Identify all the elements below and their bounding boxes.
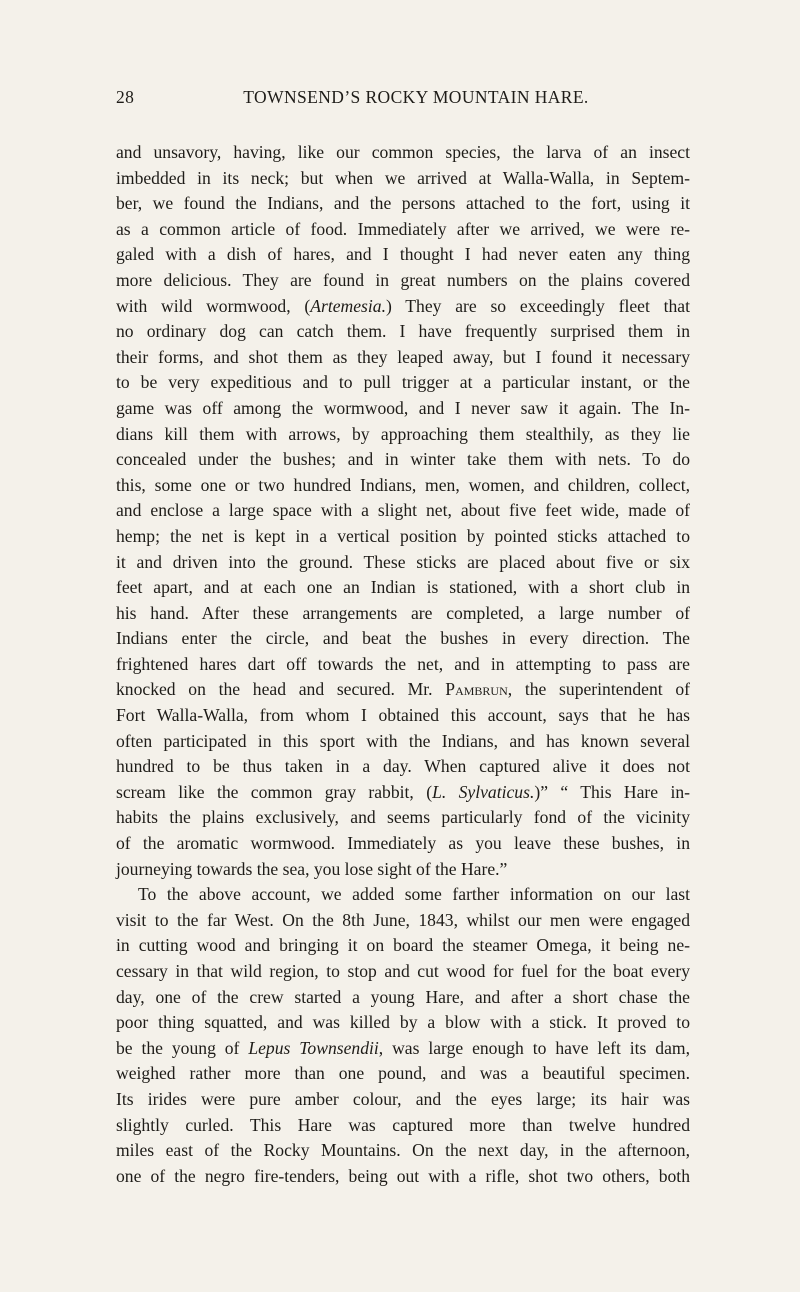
text-line: frightened hares dart off towards the net, and in attempting to pass are xyxy=(116,653,690,674)
text-line: To the above account, we added some farther information on our last xyxy=(138,884,690,905)
text-line: in cutting wood and bringing it on board the steamer Omega, it being ne- xyxy=(116,935,690,956)
text-segment: knocked on the head and secured. Mr. xyxy=(116,679,446,700)
text-line xyxy=(116,677,690,703)
text-segment: , was large enough to have left its dam, xyxy=(378,1037,690,1058)
text-line: dians kill them with arrows, by approaching them stealthily, as they lie xyxy=(116,423,690,444)
text-line: cessary in that wild region, to stop and cut wood for fuel for the boat every xyxy=(116,961,690,981)
small-caps-name: Pambrun xyxy=(445,679,508,700)
text-line: it and driven into the ground. These sticks are placed about five or six xyxy=(116,551,690,572)
text-line: day, one of the crew started a young Hare, and after a short chase the xyxy=(116,986,690,1007)
text-line: hemp; the net is kept in a vertical position by pointed sticks attached to xyxy=(116,525,690,546)
text-line: game was off among the wormwood, and I never saw it again. The In- xyxy=(116,397,690,418)
text-segment: , the superintendent of xyxy=(507,679,690,700)
text-line: often participated in this sport with the Indians, and has known several xyxy=(116,730,690,751)
text-line: Indians enter the circle, and beat the bushes in every direction. The xyxy=(116,628,690,649)
text-line: poor thing squatted, and was killed by a blow with a stick. It proved to xyxy=(116,1012,690,1033)
italic-species-name: Lepus Townsendii xyxy=(248,1037,379,1058)
text-line: one of the negro fire-tenders, being out with a rifle, shot two others, both xyxy=(116,1165,690,1186)
text-line: feet apart, and at each one an Indian is stationed, with a short club in xyxy=(116,577,690,598)
italic-species-name: Artemesia. xyxy=(310,295,386,316)
text-segment: )” “ This Hare in- xyxy=(534,781,691,802)
body-text xyxy=(116,140,690,1189)
text-segment: ) They are so exceedingly fleet that xyxy=(386,295,690,316)
text-line: his hand. After these arrangements are completed, a large number of xyxy=(116,602,690,623)
text-line: Fort Walla-Walla, from whom I obtained this account, says that he has xyxy=(116,705,690,726)
text-line: more delicious. They are found in great numbers on the plains covered xyxy=(116,269,690,290)
text-line: miles east of the Rocky Mountains. On the next day, in the afternoon, xyxy=(116,1140,690,1161)
text-line xyxy=(116,294,690,320)
text-line: slightly curled. This Hare was captured more than twelve hundred xyxy=(116,1114,690,1135)
text-line: habits the plains exclusively, and seems particularly fond of the vicinity xyxy=(116,807,690,828)
page-number: 28 xyxy=(116,87,135,107)
text-line: visit to the far West. On the 8th June, 1843, whilst our men were engaged xyxy=(116,909,690,930)
text-line: of the aromatic wormwood. Immediately as you leave these bushes, in xyxy=(116,833,690,854)
text-line: to be very expeditious and to pull trigger at a particular instant, or the xyxy=(116,372,690,393)
text-line: galed with a dish of hares, and I thought I had never eaten any thing xyxy=(116,244,690,265)
page-header xyxy=(116,87,686,113)
text-line xyxy=(116,1036,690,1062)
text-line: no ordinary dog can catch them. I have frequently surprised them in xyxy=(116,321,690,342)
text-segment: scream like the common gray rabbit, ( xyxy=(116,781,433,802)
text-line: journeying towards the sea, you lose sight of the Hare.” xyxy=(116,858,508,879)
text-line: hundred to be thus taken in a day. When captured alive it does not xyxy=(116,756,690,777)
text-line: ber, we found the Indians, and the persons attached to the fort, using it xyxy=(116,193,690,214)
text-segment: be the young of xyxy=(116,1037,249,1058)
text-line: their forms, and shot them as they leaped away, but I found it necessary xyxy=(116,346,690,367)
text-line: and unsavory, having, like our common species, the larva of an insect xyxy=(116,142,690,162)
text-line: weighed rather more than one pound, and was a beautiful specimen. xyxy=(116,1063,690,1084)
text-line xyxy=(116,780,690,806)
text-line: as a common article of food. Immediately after we arrived, we were re- xyxy=(116,218,690,239)
text-line: concealed under the bushes; and in winter take them with nets. To do xyxy=(116,449,690,470)
text-line: Its irides were pure amber colour, and the eyes large; its hair was xyxy=(116,1088,690,1109)
text-line: and enclose a large space with a slight net, about five feet wide, made of xyxy=(116,500,690,521)
text-segment: with wild wormwood, ( xyxy=(116,295,311,316)
running-title: TOWNSEND’S ROCKY MOUNTAIN HARE. xyxy=(243,87,589,107)
text-line: this, some one or two hundred Indians, men, women, and children, collect, xyxy=(116,474,690,495)
text-line: imbedded in its neck; but when we arrived at Walla-Walla, in Septem- xyxy=(116,167,690,188)
italic-species-name: L. Sylvaticus. xyxy=(432,781,535,802)
